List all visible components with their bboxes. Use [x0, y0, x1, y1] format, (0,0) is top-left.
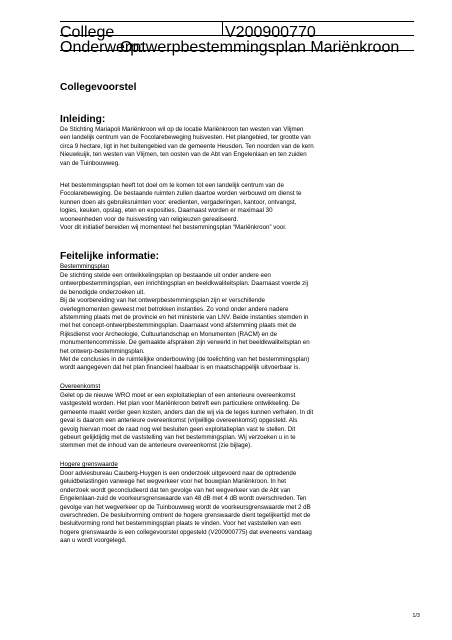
text-line: Het bestemmingsplan heeft tot doel om te komen tot een landelijk centrum van de	[60, 182, 284, 189]
text-line: gebeurt gelijktijdig met de vaststelling van het bestemmingsplan. Wij verzoeken u in te	[60, 434, 296, 442]
intro-heading: Inleiding:	[60, 114, 106, 125]
section-body-overeenkomst	[60, 392, 420, 451]
intro-paragraph-1	[60, 126, 420, 168]
text-line: Engelenlaan-zuid de voorkeursgrenswaarde van 48 dB met 4 dB wordt overschreden. Ten	[60, 495, 307, 503]
subject-label: Onderwerp:	[60, 39, 144, 56]
subject-value: Ontwerpbestemmingsplan Mariënkroon	[120, 39, 400, 56]
text-line: overlegmomenten geweest met betrokken instanties. Zo vond onder andere nadere	[60, 305, 289, 313]
text-line: gemeente maakt verder geen kosten, anders dan die wij via de leges kunnen verhalen. In dit	[60, 408, 314, 416]
text-line: gevolg hiervan moet de raad nog wel besluiten geen exploitatieplan vast te stellen. Dit	[60, 425, 296, 433]
text-line: geval is daarom een anterieure overeenkomst (vrijwillige overeenkomst) opgesteld. Als	[60, 417, 298, 425]
text-line: wordt aangegeven dat het plan financieel haalbaar is en maatschappelijk uitvoerbaar is.	[60, 364, 301, 372]
text-line: Rijksdienst voor Archeologie, Cultuurlandschap en Monumenten (RACM) en de	[60, 330, 278, 338]
text-line: gevolge van het wegverkeer op de Tuinbouwweg wordt de voorkeursgrenswaarde met 2 dB	[60, 503, 311, 511]
header-mid-rule	[60, 35, 414, 36]
section-title-hogere-grenswaarde: Hogere grenswaarde	[60, 461, 118, 468]
text-line: Bij de voorbereiding van het ontwerpbestemmingsplan zijn er verschillende	[60, 297, 265, 305]
text-line: circa 9 hectare, ligt in het buitengebied van de gemeente Heusden. Ten noorden van de kern	[60, 142, 314, 150]
text-line: Nieuwkuijk, ten westen van Vlijmen, ten oosten van de Abt van Engelenlaan en ten zuiden	[60, 151, 307, 159]
text-line: Met de conclusies in de ruimtelijke onderbouwing (de toelichting van het bestemmingsplan)	[60, 356, 310, 364]
text-line: van de Tuinbouwweg.	[60, 159, 120, 167]
section-body-hogere-grenswaarde	[60, 470, 420, 546]
text-line: Gelet op de nieuwe WRO moet er een exploitatieplan of een anterieure overeenkomst	[60, 392, 296, 399]
header-bottom-rule	[60, 50, 414, 51]
facts-heading: Feitelijke informatie:	[60, 251, 160, 262]
text-line: overschreden. De besluitvorming omtrent de hogere grenswaarde dient tegelijkertijd met de	[60, 512, 311, 520]
text-line: met het concept-ontwerpbestemmingsplan. Daarnaast vond afstemming plaats met de	[60, 322, 297, 330]
text-line: aan u wordt voorgelegd.	[60, 537, 127, 545]
text-line: de benodigde onderzoeken uit.	[60, 288, 145, 296]
text-line: vastgesteld worden. Het plan voor Mariënkroon betreft een particuliere ontwikkeling. De	[60, 400, 300, 408]
page-number: 1/3	[412, 613, 420, 619]
text-line: onderzoek wordt geconcludeerd dat ten gevolge van het wegverkeer van de Abt van	[60, 486, 291, 494]
header-divider	[222, 21, 223, 35]
text-line: Voor dit initiatief bereiden wij momenteel het bestemmingsplan “Mariënkroon” voor.	[60, 224, 287, 232]
text-line: een landelijk centrum van de Focolarebeweging huisvesten. Het plangebied, ter grootte van	[60, 134, 311, 142]
college-label: College	[60, 24, 115, 41]
text-line: afstemming plaats met de provincie en het ministerie van LNV. Beide instanties stemden in	[60, 314, 309, 322]
section-title-bestemmingsplan: Bestemmingsplan	[60, 263, 110, 270]
text-line: hogere grenswaarde is een collegevoorstel opgesteld (V200900775) dat eveneens vandaag	[60, 528, 312, 536]
header-subject-row	[60, 37, 414, 56]
text-line: De stichting stelde een ontwikkelingsplan op bestaande uit onder andere een	[60, 272, 271, 279]
text-line: De Stichting Mariapoli Mariënkroon wil op de locatie Mariënkroon ten westen van Vlijmen	[60, 126, 304, 133]
section-title-overeenkomst: Overeenkomst	[60, 383, 101, 390]
college-number: V200900770	[225, 24, 316, 41]
text-line: ontwerpbestemmingsplan, een inrichtingsplan en beeldkwaliteitsplan. Daarnaast voerde zij	[60, 280, 308, 288]
text-line: geluidbelastingen vanwege het wegverkeer voor het bouwplan Mariënkroon. In het	[60, 478, 286, 486]
section-body-bestemmingsplan	[60, 272, 420, 373]
text-line: Focolarebeweging. De bestaande ruimten zullen daartoe worden verbouwd om dienst te	[60, 190, 302, 198]
text-line: kunnen doen als gebruiksruimten voor: eredienten, vergaderingen, kantoor, ontvangst,	[60, 198, 297, 206]
text-line: monumentencommissie. De gemaakte afspraken zijn verwerkt in het beeldkwaliteitsplan en	[60, 339, 310, 347]
text-line: logies, keuken, opslag, eten en exposities. Daarnaast worden er maximaal 30	[60, 207, 273, 215]
intro-paragraph-2	[60, 182, 420, 232]
text-line: het ontwerp-bestemmingsplan.	[60, 347, 145, 355]
text-line: wooneenheden voor de huisvesting van religieuzen gerealiseerd.	[60, 215, 239, 223]
text-line: stemmen met de inhoud van de anterieure overeenkomst (zie bijlage).	[60, 442, 252, 450]
header-college-row	[60, 22, 414, 41]
page-title: Collegevoorstel	[60, 82, 137, 93]
text-line: besluitvorming rond het bestemmingsplan plaats te vinden. Voor het vaststellen van een	[60, 520, 301, 528]
text-line: Door adviesbureau Cauberg-Huygen is een onderzoek uitgevoerd naar de optredende	[60, 470, 297, 477]
